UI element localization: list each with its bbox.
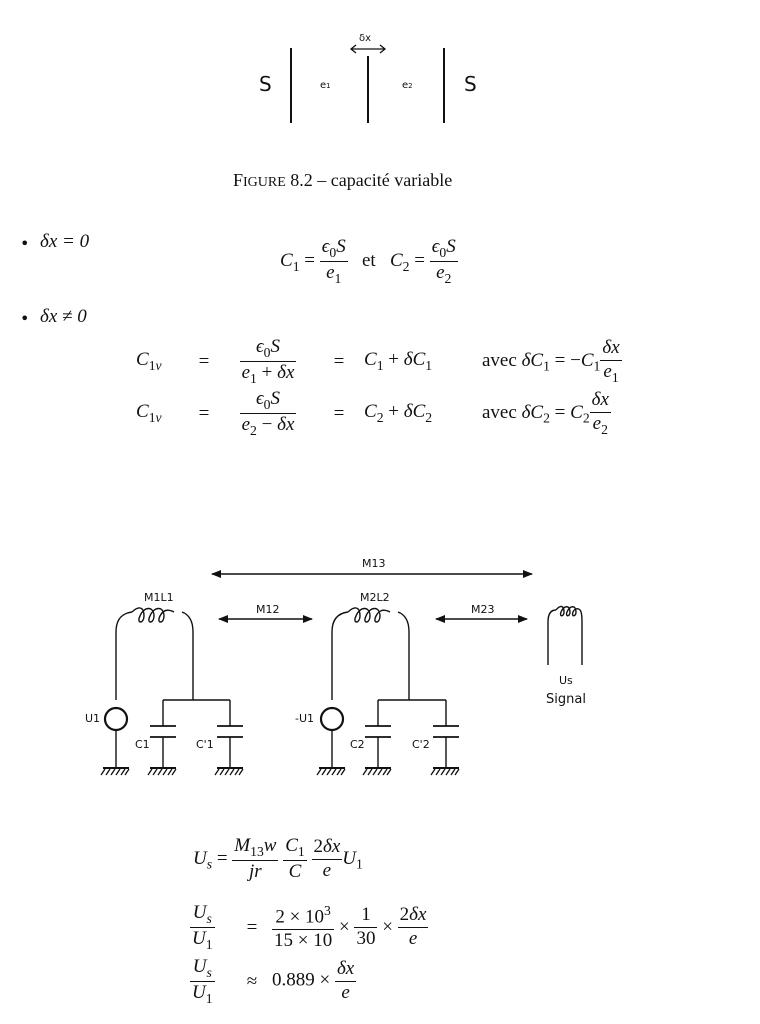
delta-x-arrow (348, 42, 388, 56)
case1-condition: δx = 0 (40, 231, 90, 252)
bullet-1: • (20, 234, 30, 253)
eq-ratio-1: $\frac{U_s}{U_1}$ = $\frac{2 \times 10^3}{15 \times 10}$ × $\frac{1}{30}$ × $\frac{2\delta x}{e}$ (192, 902, 427, 952)
eq-ratio-2: $\frac{U_s}{U_1}$ ≈ 0.889 × $\frac{\delta x}{e}$ (192, 956, 355, 1006)
minus-u1-source (321, 708, 343, 730)
signal-coil (556, 606, 580, 615)
bullet-2: • (20, 309, 30, 328)
minus-u1-label: -U1 (295, 712, 315, 725)
circuit1-coil-leads (116, 612, 193, 700)
left-plate (290, 48, 292, 123)
circuit1-coil (132, 608, 174, 622)
m1l1-label: M1L1 (144, 591, 174, 604)
c2-label: C2 (350, 738, 365, 751)
c2p-label: C'2 (412, 738, 430, 751)
circuit2-coil-leads (332, 612, 409, 700)
right-plate (443, 48, 445, 123)
delta-x-label: δx (359, 33, 372, 44)
signal-label: Signal (546, 692, 586, 707)
signal-coil-lead-right (580, 610, 582, 665)
signal-coil-lead-left (548, 610, 556, 665)
us-label: Us (559, 674, 573, 687)
m13-label: M13 (362, 557, 386, 570)
case2-condition: δx ≠ 0 (40, 306, 87, 327)
u1-label: U1 (85, 712, 101, 725)
e2-label: e2 (402, 80, 413, 91)
circuit2-coil (348, 608, 390, 622)
m2l2-label: M2L2 (360, 591, 390, 604)
circuit-diagram (0, 540, 760, 780)
eq-c1v: $C_{1v}$ = $\frac{\epsilon_0S}{e_1 + \delta x}$ = $C_1 + \delta C_1$ avec $\delta C_1 = -C_1$ $\frac{\delta x}{e_1}$ (136, 336, 620, 386)
movable-plate (367, 56, 369, 123)
m12-label: M12 (256, 603, 280, 616)
right-s-label: S (464, 72, 477, 96)
c1-label: C1 (135, 738, 150, 751)
figure-caption: FIGURE 8.2 – capacité variable (233, 170, 453, 190)
eq-c2v: $C_{1v}$ = $\frac{\epsilon_0S}{e_2 - \delta x}$ = $C_2 + \delta C_2$ avec $\delta C_2 = C_2$ $\frac{\delta x}{e_2}$ (136, 388, 609, 438)
left-s-label: S (259, 72, 272, 96)
c1p-label: C'1 (196, 738, 214, 751)
eq-c1-c2: $C_1$ = $\frac{\epsilon_0S}{e_1}$ et $C_2$ = $\frac{\epsilon_0S}{e_2}$ (280, 236, 456, 286)
m23-label: M23 (471, 603, 495, 616)
eq-us: $U_s$ = $\frac{M_{13}w}{jr}$ $\frac{C_1}{C}$ $\frac{2\delta x}{e}$ $U_1$ (193, 835, 363, 883)
u1-source (105, 708, 127, 730)
ground-symbols (101, 768, 459, 775)
e1-label: e1 (320, 80, 331, 91)
